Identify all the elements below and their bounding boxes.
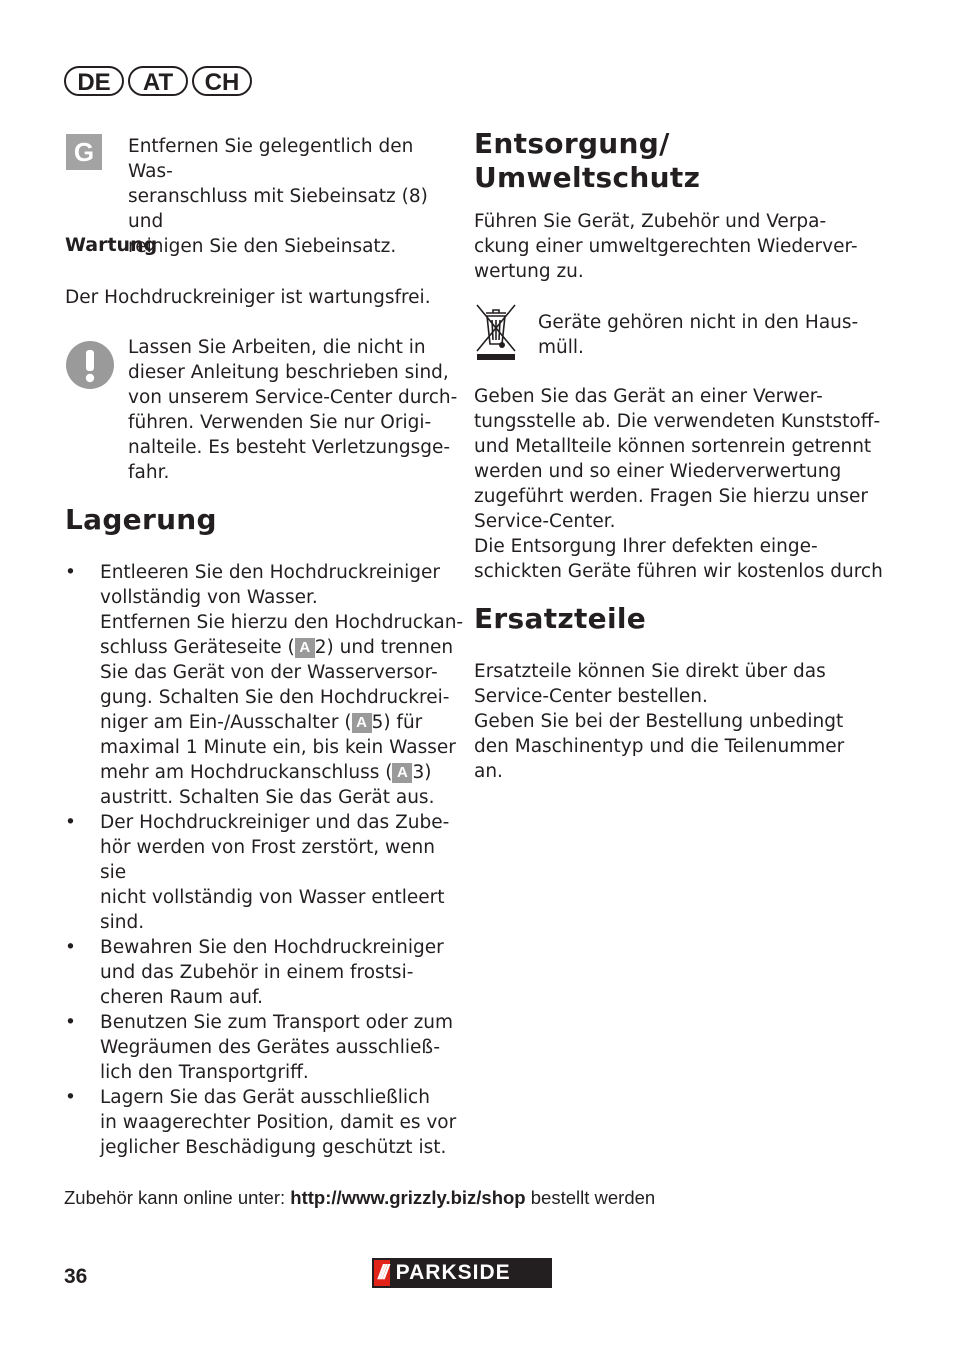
list-item: • Entleeren Sie den Hochdruckreiniger vollständig von Wasser. Entfernen Sie hierzu den Hochdruckan- schluss Geräteseite ( A 2) und trennen Sie das Gerät von der Wasserversor- gung. Schalten Sie den Hochdruckrei- niger am Ein-/Ausschalter ( A 5) für maximal 1 Minute ein, bis kein Wasser mehr am Hochdruckanschluss ( A 3) austritt. Schalten Sie das Gerät aus. xyxy=(65,560,465,810)
entsorgung-heading: Entsorgung/ Umweltschutz xyxy=(474,127,701,194)
lang-badge-at: AT xyxy=(128,66,188,96)
figure-ref-badge: A xyxy=(295,638,315,658)
page-number: 36 xyxy=(64,1265,88,1288)
list-item: • Benutzen Sie zum Transport oder zum Wegräumen des Gerätes ausschließ- lich den Transportgriff. xyxy=(65,1010,465,1085)
lagerung-heading: Lagerung xyxy=(65,503,217,536)
crossed-out-bin-icon xyxy=(474,302,518,362)
lang-badge-de: DE xyxy=(64,66,124,96)
exclamation-icon xyxy=(66,341,114,389)
warning-paragraph: Lassen Sie Arbeiten, die nicht in dieser Anleitung beschrieben sind, von unserem Service-Center durch- führen. Verwenden Sie nur Origi- nalteile. Es besteht Verletzungsge- fahr. xyxy=(128,337,458,483)
list-item: • Lagern Sie das Gerät ausschließlich in waagerechter Position, damit es vor jeglicher Beschädigung geschützt ist. xyxy=(65,1085,465,1160)
entsorgung-paragraph: Führen Sie Gerät, Zubehör und Verpa- ckung einer umweltgerechten Wiederver- wertung zu. xyxy=(474,211,858,282)
list-item: • Der Hochdruckreiniger und das Zube- hör werden von Frost zerstört, wenn sie nicht vollständig von Wasser entleert sind. xyxy=(65,810,465,935)
g-paragraph: Entfernen Sie gelegentlich den Was- seranschluss mit Siebeinsatz (8) und reinigen Sie den Siebeinsatz. xyxy=(128,136,428,257)
figure-ref-badge: A xyxy=(352,713,372,733)
wartung-heading: Wartung xyxy=(65,234,158,256)
figure-g-badge: G xyxy=(66,134,102,170)
ersatzteile-heading: Ersatzteile xyxy=(474,602,647,635)
accessory-note-suffix: bestellt werden xyxy=(525,1187,656,1208)
accessory-note xyxy=(64,1186,655,1210)
weee-paragraph: Geräte gehören nicht in den Haus- müll. xyxy=(538,312,859,358)
figure-ref-badge: A xyxy=(392,763,412,783)
lang-badge-ch: CH xyxy=(192,66,252,96)
accessory-note-prefix: Zubehör kann online unter: xyxy=(64,1187,291,1208)
parkside-logo xyxy=(372,1258,552,1288)
logo-text: PARKSIDE xyxy=(395,1261,511,1284)
lagerung-list xyxy=(65,560,465,1160)
entsorgung-paragraph-2: Geben Sie das Gerät an einer Verwer- tungsstelle ab. Die verwendeten Kunststoff- und Metallteile können sortenrein getrennt werden und so einer Wiederverwertung zugeführt werden. Fragen Sie hierzu unser Service-Center. Die Entsorgung Ihrer defekten einge- schickten Geräte führen wir kostenlos durch xyxy=(474,386,883,582)
shop-link[interactable]: http://www.grizzly.biz/shop xyxy=(290,1187,526,1208)
list-item: • Bewahren Sie den Hochdruckreiniger und das Zubehör in einem frostsi- cheren Raum auf. xyxy=(65,935,465,1010)
ersatzteile-paragraph: Ersatzteile können Sie direkt über das Service-Center bestellen. Geben Sie bei der Bestellung unbedingt den Maschinentyp und die Teilenummer an. xyxy=(474,661,845,782)
wartung-paragraph: Der Hochdruckreiniger ist wartungsfrei. xyxy=(65,287,431,308)
logo-slashes: /// xyxy=(374,1260,390,1286)
